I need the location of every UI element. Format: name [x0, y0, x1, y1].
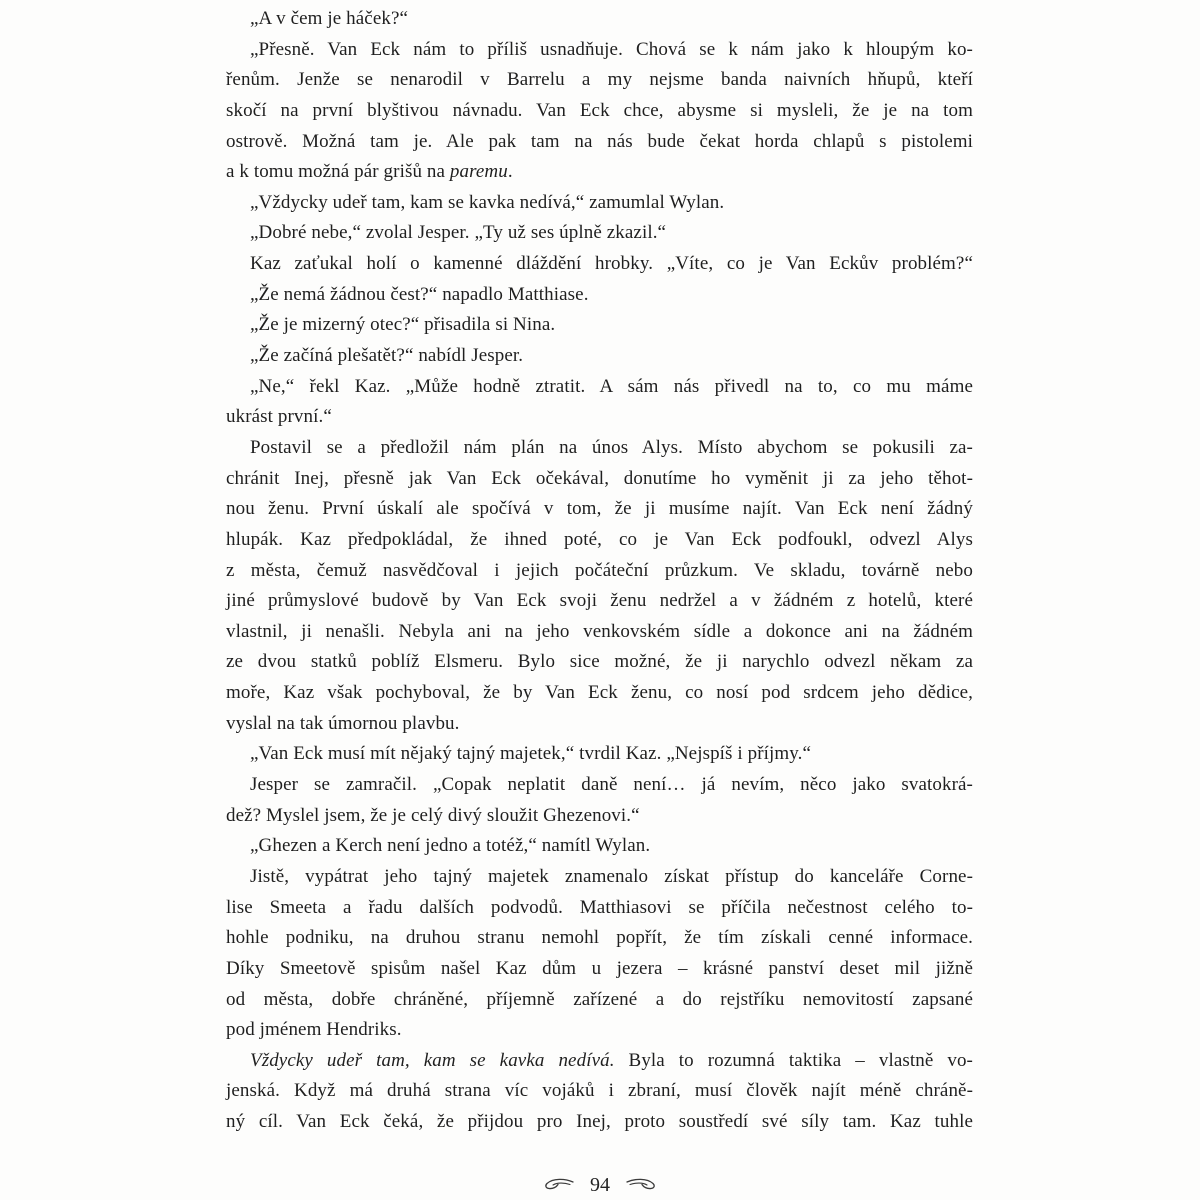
text-line — [226, 433, 973, 464]
text-line — [226, 280, 973, 311]
text-line — [226, 494, 973, 525]
text-line — [226, 1046, 973, 1077]
text-segment: „Ne,“ řekl Kaz. „Může hodně ztratit. A sám nás přivedl na to, co mu máme — [250, 375, 973, 397]
text-segment: „A v čem je háček?“ — [250, 8, 409, 29]
text-line — [226, 4, 973, 35]
text-line — [226, 65, 973, 96]
text-segment: jenská. Když má druhá strana víc vojáků i zbraní, musí člověk najít méně chráně- — [226, 1080, 973, 1102]
text-segment: ný cíl. Van Eck čeká, že přijdou pro Inej, proto soustředí své síly tam. Kaz tuhle — [226, 1111, 973, 1133]
text-line — [226, 647, 973, 678]
text-line — [226, 954, 973, 985]
text-segment: „Že začíná plešatět?“ nabídl Jesper. — [250, 345, 524, 367]
text-line — [226, 586, 973, 617]
text-segment: „Že nemá žádnou čest?“ napadlo Matthiase. — [250, 283, 589, 305]
text-line — [226, 35, 973, 66]
text-line — [226, 1076, 973, 1107]
footer-flourish-left-icon — [543, 1177, 575, 1193]
text-segment: „Že je mizerný otec?“ přisadila si Nina. — [250, 314, 556, 336]
page-number: 94 — [590, 1174, 610, 1196]
text-line — [226, 218, 973, 249]
text-line — [226, 556, 973, 587]
text-line — [226, 770, 973, 801]
text-line — [226, 831, 973, 862]
text-segment: moře, Kaz však pochyboval, že by Van Eck ženu, co nosí pod srdcem jeho dědice, — [226, 682, 973, 704]
text-line — [226, 157, 973, 188]
text-line — [226, 1107, 973, 1138]
text-segment: a k tomu možná pár grišů na — [226, 161, 450, 183]
text-segment: . — [507, 161, 513, 183]
text-line — [226, 127, 973, 158]
text-line — [226, 678, 973, 709]
page-footer — [0, 1174, 1200, 1196]
text-segment: dež? Myslel jsem, že je celý divý sloužit Ghezenovi.“ — [226, 804, 640, 826]
text-segment: Byla to rozumná taktika – vlastně vo- — [614, 1049, 973, 1071]
text-segment: „Vždycky udeř tam, kam se kavka nedívá,“ zamumlal Wylan. — [250, 191, 725, 213]
text-line — [226, 96, 973, 127]
text-segment: Jesper se zamračil. „Copak neplatit daně není… já nevím, něco jako svatokrá- — [250, 774, 973, 796]
text-line — [226, 372, 973, 403]
text-segment: ukrást první.“ — [226, 406, 332, 428]
text-line — [226, 739, 973, 770]
italic-text-segment: Vždycky udeř tam, kam se kavka nedívá. — [250, 1049, 615, 1071]
text-segment: Jistě, vypátrat jeho tajný majetek znamenalo získat přístup do kanceláře Corne- — [250, 865, 973, 887]
text-line — [226, 862, 973, 893]
text-segment: vlastnil, ji nenašli. Nebyla ani na jeho venkovském sídle a dokonce ani na žádném — [226, 620, 973, 642]
text-segment: Díky Smeetově spisům našel Kaz dům u jezera – krásné panství deset mil jižně — [226, 957, 973, 979]
text-segment: skočí na první blyštivou návnadu. Van Eck chce, abysme si mysleli, že je na tom — [226, 99, 973, 121]
text-segment: jiné průmyslové budově by Van Eck svoji ženu nedržel a v žádném z hotelů, které — [226, 590, 973, 612]
text-line — [226, 249, 973, 280]
text-segment: Kaz zaťukal holí o kamenné dláždění hrobky. „Víte, co je Van Eckův problém?“ — [250, 253, 973, 275]
text-segment: hlupák. Kaz předpokládal, že ihned poté, co je Van Eck podfoukl, odvezl Alys — [226, 528, 973, 550]
text-line — [226, 310, 973, 341]
text-segment: od města, dobře chráněné, příjemně zařízené a do rejstříku nemovitostí zapsané — [226, 988, 973, 1010]
text-line — [226, 1015, 973, 1046]
text-line — [226, 525, 973, 556]
text-segment: ze dvou statků poblíž Elsmeru. Bylo sice možné, že ji narychlo odvezl někam za — [226, 651, 973, 673]
text-line — [226, 341, 973, 372]
text-segment: nou ženu. První úskalí ale spočívá v tom, že ji musíme najít. Van Eck není žádný — [226, 498, 973, 520]
text-line — [226, 923, 973, 954]
text-segment: hohle podniku, na druhou stranu nemohl popřít, že tím získali cenné informace. — [226, 927, 973, 949]
text-segment: řenům. Jenže se nenarodil v Barrelu a my nejsme banda naivních hňupů, kteří — [226, 69, 973, 91]
text-segment: z města, čemuž nasvědčoval i jejich počáteční průzkum. Ve skladu, továrně nebo — [226, 559, 973, 581]
italic-text-segment: paremu — [449, 161, 508, 183]
text-segment: ostrově. Možná tam je. Ale pak tam na nás bude čekat horda chlapů s pistolemi — [226, 130, 973, 152]
text-line — [226, 985, 973, 1016]
text-segment: vyslal na tak úmornou plavbu. — [226, 712, 460, 734]
text-segment: pod jménem Hendriks. — [226, 1019, 402, 1041]
text-line — [226, 709, 973, 740]
text-line — [226, 402, 973, 433]
text-segment: „Přesně. Van Eck nám to příliš usnadňuje. Chová se k nám jako k hloupým ko- — [250, 38, 973, 60]
text-segment: chránit Inej, přesně jak Van Eck očekával, donutíme ho vyměnit ji za jeho těhot- — [226, 467, 973, 489]
text-line — [226, 801, 973, 832]
footer-flourish-right-icon — [625, 1177, 657, 1193]
text-segment: Postavil se a předložil nám plán na únos Alys. Místo abychom se pokusili za- — [250, 436, 973, 458]
text-line — [226, 464, 973, 495]
text-line — [226, 893, 973, 924]
text-line — [226, 617, 973, 648]
text-segment: „Ghezen a Kerch není jedno a totéž,“ namítl Wylan. — [250, 835, 651, 857]
text-segment: „Dobré nebe,“ zvolal Jesper. „Ty už ses úplně zkazil.“ — [250, 222, 667, 244]
text-segment: „Van Eck musí mít nějaký tajný majetek,“ tvrdil Kaz. „Nejspíš i příjmy.“ — [250, 743, 812, 765]
body-text — [226, 4, 973, 1138]
text-segment: lise Smeeta a řadu dalších podvodů. Matthiasovi se příčila nečestnost celého to- — [226, 896, 973, 918]
text-line — [226, 188, 973, 219]
